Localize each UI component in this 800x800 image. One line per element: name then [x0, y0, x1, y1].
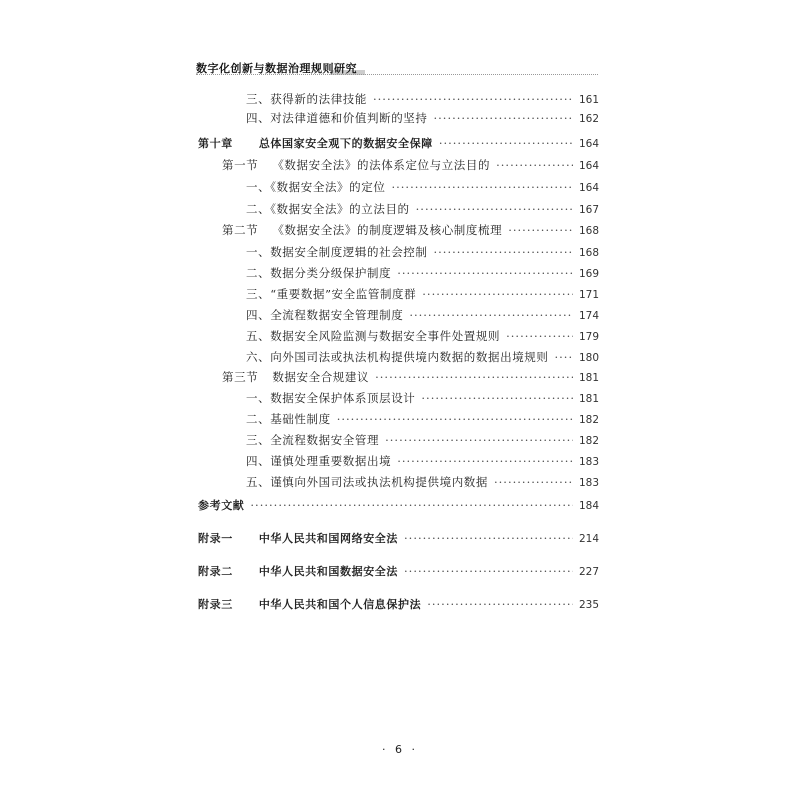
toc-entry-page: 227 — [578, 566, 599, 578]
page-number: · 6 · — [382, 743, 418, 756]
dot-leader — [337, 411, 573, 427]
toc-entry-title — [246, 91, 367, 107]
toc-entry-section — [222, 157, 599, 174]
toc-entry-chapter — [198, 563, 599, 580]
toc-entry-title — [222, 157, 490, 173]
toc-entry-page: 183 — [578, 477, 599, 489]
toc-entry-label: 第一节 — [222, 158, 259, 172]
toc-entry-title — [246, 432, 379, 448]
dot-leader — [385, 432, 573, 448]
toc-entry-page: 171 — [578, 289, 599, 301]
toc-entry-page: 182 — [578, 435, 599, 447]
toc-entry-page: 167 — [578, 204, 599, 216]
toc-entry-title — [198, 564, 398, 580]
toc-entry-item — [246, 244, 599, 261]
toc-entry-page: 184 — [578, 500, 599, 512]
toc-entry-item — [246, 349, 599, 366]
dot-leader — [416, 201, 573, 217]
toc-entry-text: 六、向外国司法或执法机构提供境内数据的数据出境规则 — [246, 350, 549, 364]
toc-entry-text: 二、基础性制度 — [246, 412, 331, 426]
toc-entry-text: 五、谨慎向外国司法或执法机构提供境内数据 — [246, 475, 488, 489]
toc-entry-label: 附录二 — [198, 565, 233, 578]
toc-entry-item — [246, 179, 599, 196]
dot-leader — [508, 222, 573, 238]
dot-leader — [494, 474, 573, 490]
toc-entry-title — [246, 286, 416, 302]
toc-entry-text: 四、谨慎处理重要数据出境 — [246, 454, 392, 468]
running-head: 数字化创新与数据治理规则研究 — [196, 62, 357, 75]
toc-entry-title — [246, 349, 549, 365]
toc-entry-title — [246, 474, 488, 490]
toc-entry-section — [222, 222, 599, 239]
toc-entry-item — [246, 328, 599, 345]
toc-entry-text: 数据安全合规建议 — [272, 370, 370, 384]
toc-entry-title — [246, 307, 403, 323]
toc-entry-text: 总体国家安全观下的数据安全保障 — [258, 137, 433, 150]
dot-leader — [555, 349, 573, 365]
toc-entry-page: 183 — [578, 456, 599, 468]
toc-entry-text: 《数据安全法》的法体系定位与立法目的 — [272, 158, 491, 172]
toc-entry-page: 164 — [578, 138, 599, 150]
toc-entry-page: 162 — [578, 113, 599, 125]
toc-entry-item — [246, 286, 599, 303]
toc-entry-chapter — [198, 530, 599, 547]
toc-entry-page: 180 — [578, 352, 599, 364]
toc-entry-text: 一、数据安全制度逻辑的社会控制 — [246, 245, 428, 259]
toc-entry-page: 174 — [578, 310, 599, 322]
toc-entry-text: 三、“重要数据”安全监管制度群 — [246, 287, 417, 301]
toc-entry-title — [246, 411, 331, 427]
dot-leader — [434, 110, 573, 126]
toc-entry-item — [246, 265, 599, 282]
dot-leader — [422, 286, 573, 302]
running-head-rule — [196, 74, 598, 75]
toc-entry-text: 三、全流程数据安全管理 — [246, 433, 380, 447]
toc-entry-title — [246, 328, 500, 344]
toc-entry-item — [246, 411, 599, 428]
dot-leader — [250, 497, 573, 513]
toc-entry-page: 169 — [578, 268, 599, 280]
toc-entry-item — [246, 474, 599, 491]
dot-leader — [404, 563, 573, 579]
toc-entry-text: 中华人民共和国数据安全法 — [258, 565, 399, 578]
toc-entry-label: 附录一 — [198, 532, 233, 545]
toc-entry-chapter — [198, 497, 599, 514]
toc-entry-text: 四、对法律道德和价值判断的坚持 — [246, 111, 428, 125]
toc-entry-title — [222, 369, 369, 385]
toc-entry-item — [246, 91, 599, 108]
toc-entry-title — [198, 531, 398, 547]
toc-entry-text: 五、数据安全风险监测与数据安全事件处置规则 — [246, 329, 501, 343]
toc-entry-page: 164 — [578, 182, 599, 194]
dot-leader — [427, 596, 573, 612]
toc-entry-item — [246, 307, 599, 324]
dot-leader — [439, 135, 573, 151]
dot-leader — [375, 369, 573, 385]
dot-leader — [409, 307, 573, 323]
toc-entry-title — [246, 201, 410, 217]
toc-entry-text: 三、获得新的法律技能 — [246, 92, 367, 106]
toc-entry-page: 168 — [578, 225, 599, 237]
toc-entry-title — [246, 453, 391, 469]
dot-leader — [496, 157, 573, 173]
toc-entry-title — [246, 390, 415, 406]
toc-entry-chapter — [198, 596, 599, 613]
toc-entry-item — [246, 110, 599, 127]
toc-entry-page: 161 — [578, 94, 599, 106]
toc-entry-item — [246, 201, 599, 218]
toc-entry-page: 214 — [578, 533, 599, 545]
toc-entry-text: 二、数据分类分级保护制度 — [246, 266, 392, 280]
dot-leader — [506, 328, 573, 344]
toc-entry-title — [246, 265, 391, 281]
toc-entry-page: 235 — [578, 599, 599, 611]
dot-leader — [397, 265, 573, 281]
toc-entry-section — [222, 369, 599, 386]
toc-entry-text: 四、全流程数据安全管理制度 — [246, 308, 404, 322]
toc-entry-page: 181 — [578, 393, 599, 405]
toc-entry-page: 182 — [578, 414, 599, 426]
toc-entry-title — [198, 136, 433, 152]
toc-entry-text: 中华人民共和国个人信息保护法 — [258, 598, 422, 611]
dot-leader — [434, 244, 573, 260]
toc-entry-label: 第十章 — [198, 137, 233, 150]
toc-entry-text: 一、数据安全保护体系顶层设计 — [246, 391, 416, 405]
toc-entry-text: 参考文献 — [198, 499, 245, 512]
toc-entry-title — [198, 597, 421, 613]
toc-entry-page: 164 — [578, 160, 599, 172]
toc-entry-label: 第二节 — [222, 223, 259, 237]
toc-entry-item — [246, 432, 599, 449]
toc-entry-title — [246, 179, 385, 195]
toc-entry-page: 179 — [578, 331, 599, 343]
toc-entry-text: 一、《数据安全法》的定位 — [246, 180, 386, 194]
toc-entry-text: 二、《数据安全法》的立法目的 — [246, 202, 410, 216]
toc-entry-chapter — [198, 135, 599, 152]
toc-entry-title — [222, 222, 502, 238]
toc-entry-item — [246, 390, 599, 407]
dot-leader — [391, 179, 573, 195]
toc-entry-text: 《数据安全法》的制度逻辑及核心制度梳理 — [272, 223, 503, 237]
toc-entry-title — [246, 244, 428, 260]
toc-entry-text: 中华人民共和国网络安全法 — [258, 532, 399, 545]
toc-entry-title — [198, 498, 244, 514]
toc-entry-label: 第三节 — [222, 370, 259, 384]
toc-entry-page: 168 — [578, 247, 599, 259]
dot-leader — [421, 390, 573, 406]
toc-entry-title — [246, 110, 428, 126]
toc-entry-label: 附录三 — [198, 598, 233, 611]
dot-leader — [404, 530, 573, 546]
dot-leader — [373, 91, 573, 107]
dot-leader — [397, 453, 573, 469]
toc-entry-page: 181 — [578, 372, 599, 384]
toc-entry-item — [246, 453, 599, 470]
